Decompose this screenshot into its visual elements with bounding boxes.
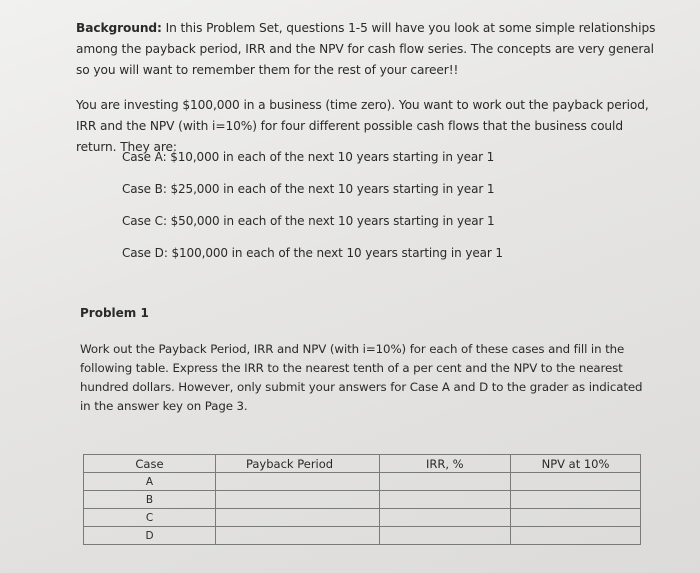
case-a-text: Case A: $10,000 in each of the next 10 years starting in year 1: [122, 150, 495, 164]
table-row: [84, 491, 641, 509]
header-payback-period: Payback Period: [215, 455, 379, 473]
npv-cell[interactable]: [511, 491, 641, 509]
header-npv: NPV at 10%: [511, 455, 641, 473]
npv-cell[interactable]: [511, 527, 641, 545]
irr-cell[interactable]: [379, 491, 511, 509]
irr-cell[interactable]: [379, 527, 511, 545]
header-case: Case: [84, 455, 216, 473]
background-label: Background:: [76, 21, 162, 35]
case-c-text: Case C: $50,000 in each of the next 10 years starting in year 1: [122, 214, 495, 228]
problem-title: Problem 1: [80, 306, 149, 320]
intro-paragraph: You are investing $100,000 in a business (time zero). You want to work out the payback period, IRR and the NPV (with i=10%) for four different possible cash flows that the business could return. They are:: [76, 98, 649, 154]
payback-cell[interactable]: [215, 491, 379, 509]
answer-table: [83, 454, 641, 545]
row-case-label: B: [84, 491, 216, 509]
background-paragraph: [76, 18, 666, 81]
problem-text: Work out the Payback Period, IRR and NPV (with i=10%) for each of these cases and fill in the following table. Express the IRR to the nearest tenth of a per cent and the NPV to the nearest hundred dollars. However, only submit your answers for Case A and D to the grader as indicated in the answer key on Page 3.: [80, 342, 643, 413]
npv-cell[interactable]: [511, 509, 641, 527]
row-case-label: A: [84, 473, 216, 491]
irr-cell[interactable]: [379, 473, 511, 491]
table-header-row: [84, 455, 641, 473]
case-d-text: Case D: $100,000 in each of the next 10 years starting in year 1: [122, 246, 503, 260]
table-row: [84, 473, 641, 491]
table-row: [84, 527, 641, 545]
header-irr: IRR, %: [379, 455, 511, 473]
background-text: In this Problem Set, questions 1-5 will have you look at some simple relationships among the payback period, IRR and the NPV for cash flow series. The concepts are very general so you will want to remember them for the rest of your career!!: [76, 21, 656, 77]
row-case-label: C: [84, 509, 216, 527]
table-row: [84, 509, 641, 527]
row-case-label: D: [84, 527, 216, 545]
payback-cell[interactable]: [215, 509, 379, 527]
payback-cell[interactable]: [215, 473, 379, 491]
case-b-text: Case B: $25,000 in each of the next 10 years starting in year 1: [122, 182, 495, 196]
npv-cell[interactable]: [511, 473, 641, 491]
irr-cell[interactable]: [379, 509, 511, 527]
payback-cell[interactable]: [215, 527, 379, 545]
